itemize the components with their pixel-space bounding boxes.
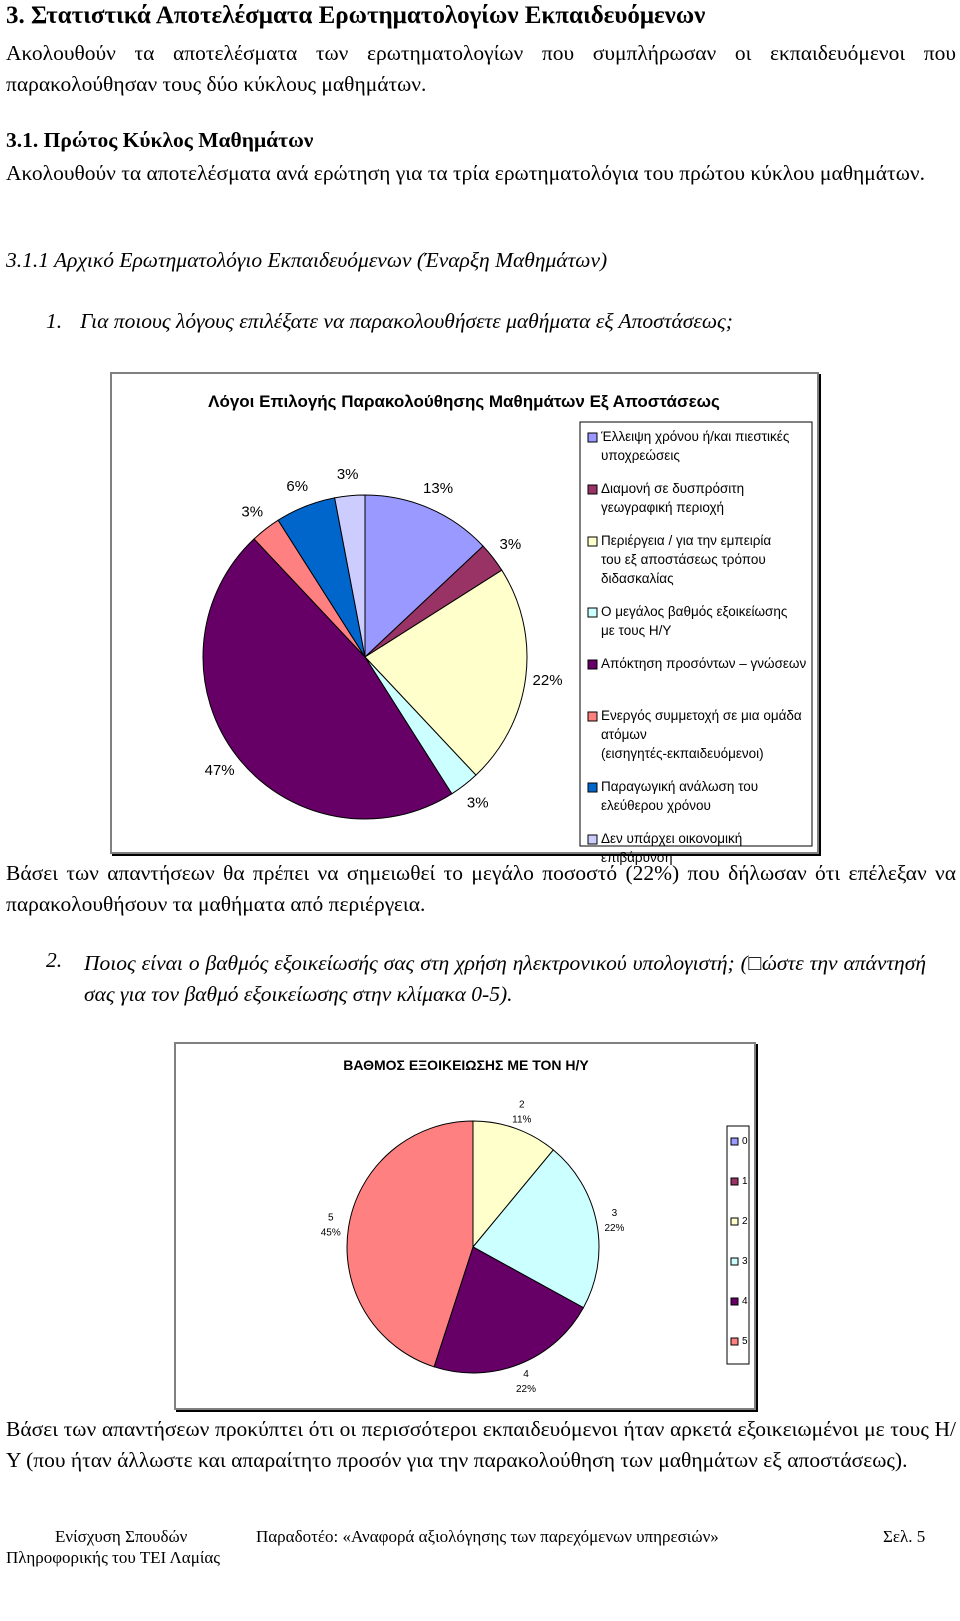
legend-entry-text: 0 <box>742 1136 748 1147</box>
footer-left-line1: Ενίσχυση Σπουδών <box>55 1527 188 1546</box>
question-1-number: 1. <box>46 309 63 333</box>
legend-swatch <box>731 1298 738 1305</box>
legend-entry-text: του εξ αποστάσεως τρόπου <box>601 552 766 567</box>
slice-category-label: 5 <box>327 1212 334 1224</box>
slice-percent-label: 3% <box>336 465 359 483</box>
slice-category-label: 3 <box>611 1208 618 1220</box>
legend-entry-text: επιβάρυνση <box>601 850 673 865</box>
legend-entry-text: Απόκτηση προσόντων – γνώσεων <box>601 656 807 671</box>
legend-entry-text: διδασκαλίας <box>601 571 674 586</box>
chart-familiarity <box>174 1042 756 1410</box>
comment-2: Βάσει των απαντήσεων προκύπτει ότι οι περισσότεροι εκπαιδευόμενοι ήταν αρκετά εξοικειωμένοι με τους Η/Υ (που ήταν άλλωστε και απαραίτητο προσόν για την παρακολούθηση των μαθημάτων εξ αποστάσεως). <box>6 1417 956 1472</box>
legend-swatch <box>588 433 597 442</box>
slice-percent-label: 22% <box>604 1223 625 1235</box>
section-3-1-text: Ακολουθούν τα αποτελέσματα ανά ερώτηση για τα τρία ερωτηματολόγια του πρώτου κύκλου μαθημάτων. <box>6 161 925 185</box>
slice-percent-label: 3% <box>499 536 522 554</box>
legend-swatch <box>731 1258 738 1265</box>
legend-entry-text: Παραγωγική ανάλωση του <box>601 779 759 794</box>
chart-familiarity-svg <box>176 1044 754 1408</box>
legend-swatch <box>588 485 597 494</box>
question-1 <box>46 306 946 337</box>
page-heading: 3. Στατιστικά Αποτελέσματα Ερωτηματολογίων Εκπαιδευόμενων <box>6 2 706 29</box>
legend-swatch <box>731 1338 738 1345</box>
legend-entry-text: Δεν υπάρχει οικονομική <box>601 831 743 846</box>
section-3-1-1-title: 3.1.1 Αρχικό Ερωτηματολόγιο Εκπαιδευόμενων (Έναρξη Μαθημάτων) <box>6 248 608 272</box>
slice-percent-label: 45% <box>320 1227 341 1239</box>
footer-center: Παραδοτέο: «Αναφορά αξιολόγησης των παρεχόμενων υπηρεσιών» <box>256 1527 719 1546</box>
legend-entry-text: 5 <box>742 1336 748 1347</box>
chart-reasons <box>110 372 819 865</box>
legend-entry-text: Ο μεγάλος βαθμός εξοικείωσης <box>601 604 788 619</box>
slice-percent-label: 47% <box>204 761 235 779</box>
legend-entry-text: Διαμονή σε δυσπρόσιτη <box>601 481 745 496</box>
legend-swatch <box>588 712 597 721</box>
legend-swatch <box>731 1218 738 1225</box>
legend-entry-text: ελεύθερου χρόνου <box>601 798 711 813</box>
legend-swatch <box>588 783 597 792</box>
slice-percent-label: 3% <box>466 794 489 812</box>
legend-entry-text: με τους Η/Υ <box>601 623 672 638</box>
legend-entry-text: 4 <box>742 1296 748 1307</box>
legend-swatch <box>588 835 597 844</box>
legend-entry-text: Ενεργός συμμετοχή σε μια ομάδα <box>601 708 802 723</box>
legend-entry-text: 3 <box>742 1256 748 1267</box>
slice-percent-label: 13% <box>423 480 454 498</box>
legend-entry-text: Έλλειψη χρόνου ή/και πιεστικές <box>601 429 790 444</box>
chart-title: ΒΑΘΜΟΣ ΕΞΟΙΚΕΙΩΣΗΣ ΜΕ ΤΟΝ Η/Υ <box>343 1057 589 1073</box>
chart-title: Λόγοι Επιλογής Παρακολούθησης Μαθημάτων Εξ Αποστάσεως <box>208 392 720 411</box>
legend-entry-text: 1 <box>742 1176 748 1187</box>
legend-entry-text: (εισηγητές-εκπαιδευόμενοι) <box>601 746 764 761</box>
legend-swatch <box>588 608 597 617</box>
chart-reasons-svg <box>112 374 817 865</box>
slice-percent-label: 11% <box>512 1114 532 1126</box>
slice-percent-label: 3% <box>241 503 264 521</box>
legend-box <box>727 1126 749 1364</box>
legend-entry-text: υποχρεώσεις <box>601 448 680 463</box>
footer-page-number: Σελ. 5 <box>883 1527 926 1546</box>
question-2-number: 2. <box>46 948 63 972</box>
section-3-1-title: 3.1. Πρώτος Κύκλος Μαθημάτων <box>6 128 314 152</box>
question-1-text: Για ποιους λόγους επιλέξατε να παρακολουθήσετε μαθήματα εξ Αποστάσεως; <box>80 309 733 333</box>
legend-entry-text: γεωγραφική περιοχή <box>601 500 725 515</box>
intro-paragraph: Ακολουθούν τα αποτελέσματα των ερωτηματολογίων που συμπλήρωσαν οι εκπαιδευόμενοι που παρακολούθησαν τους δύο κύκλους μαθημάτων. <box>6 41 956 96</box>
slice-percent-label: 22% <box>516 1383 537 1395</box>
legend-swatch <box>588 660 597 669</box>
legend-entry-text: ατόμων <box>601 727 647 742</box>
legend-swatch <box>731 1138 738 1145</box>
slice-percent-label: 22% <box>532 672 563 690</box>
slice-category-label: 2 <box>518 1099 525 1111</box>
legend-swatch <box>588 537 597 546</box>
slice-category-label: 4 <box>523 1368 529 1380</box>
legend-entry-text: Περιέργεια / για την εμπειρία <box>601 533 772 548</box>
legend-entry-text: 2 <box>742 1216 748 1227</box>
legend-swatch <box>731 1178 738 1185</box>
question-2-text: Ποιος είναι ο βαθμός εξοικείωσής σας στη χρήση ηλεκτρονικού υπολογιστή; (□ώστε την απάντησή σας για τον βαθμό εξοικείωσης στην κλίμακα 0-5). <box>84 951 926 1006</box>
comment-1: Βάσει των απαντήσεων θα πρέπει να σημειωθεί το μεγάλο ποσοστό (22%) που δήλωσαν ότι επέλεξαν να παρακολουθήσουν τα μαθήματα από περιέργεια. <box>6 861 956 916</box>
slice-percent-label: 6% <box>286 477 309 495</box>
footer-left-line2: Πληροφορικής του ΤΕΙ Λαμίας <box>6 1548 221 1567</box>
